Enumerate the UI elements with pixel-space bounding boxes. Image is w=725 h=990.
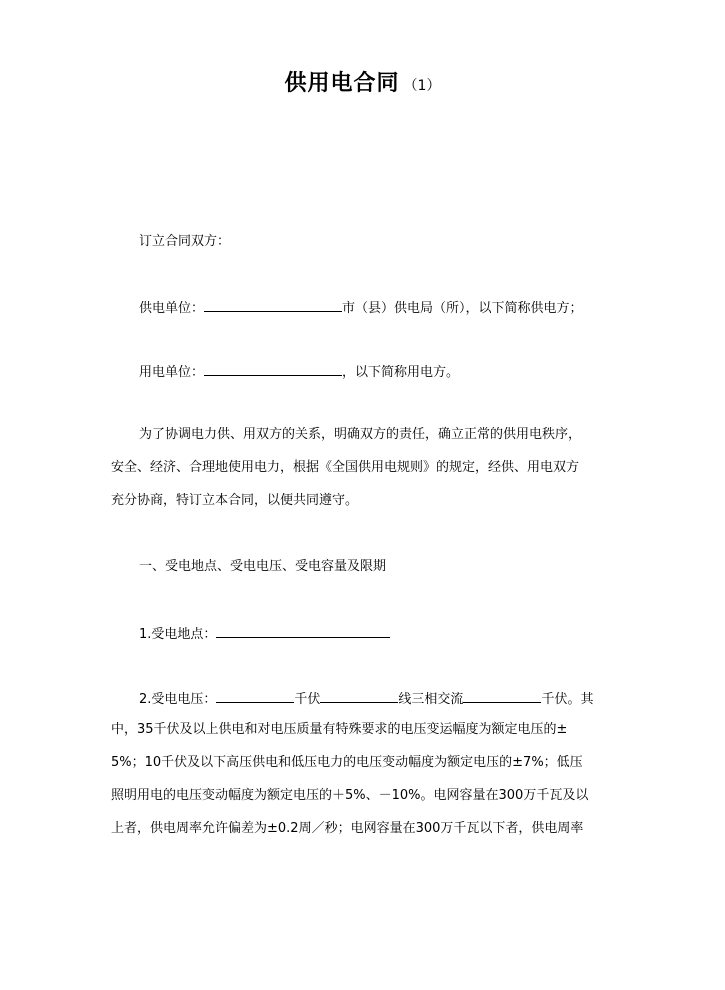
intro-line-1: 为了协调电力供、用双方的关系，明确双方的责任，确立正常的供用电秩序， — [139, 427, 582, 442]
voltage-blank-3[interactable] — [463, 689, 541, 703]
item-2-text-2: 5%；10千伏及以下高压供电和低压电力的电压变动幅度为额定电压的±7%；低压 — [111, 755, 583, 770]
item-1-line — [139, 624, 390, 643]
item-2-text-3: 照明用电的电压变动幅度为额定电压的＋5%、－10%。电网容量在300万千瓦及以 — [111, 788, 589, 803]
intro-line-3: 充分协商，特订立本合同，以便共同遵守。 — [111, 493, 359, 508]
supplier-suffix: 市（县）供电局（所），以下简称供电方； — [342, 301, 583, 316]
item-2-unit-3: 千伏。其 — [541, 692, 594, 707]
item-2-text-1: 中，35千伏及以上供电和对电压质量有特殊要求的电压变运幅度为额定电压的± — [111, 722, 568, 737]
intro-line-2: 安全、经济、合理地使用电力，根据《全国供用电规则》的规定，经供、用电双方 — [111, 460, 580, 475]
title-number: （1） — [403, 78, 441, 94]
consumer-label: 用电单位： — [139, 365, 205, 380]
section-1-heading: 一、受电地点、受电电压、受电容量及限期 — [139, 559, 387, 574]
supplier-name-blank[interactable] — [204, 298, 342, 312]
consumer-name-blank[interactable] — [204, 362, 342, 376]
title-main: 供用电合同 — [284, 71, 400, 96]
consumer-suffix: ，以下简称用电方。 — [342, 365, 460, 380]
item-2-unit-2: 线三相交流 — [398, 692, 464, 707]
voltage-blank-2[interactable] — [320, 689, 398, 703]
document-title — [0, 66, 725, 97]
supplier-label: 供电单位： — [139, 301, 205, 316]
location-blank[interactable] — [216, 624, 390, 638]
item-2-unit-1: 千伏 — [294, 692, 321, 707]
voltage-blank-1[interactable] — [216, 689, 294, 703]
item-2-line — [139, 689, 593, 708]
item-2-label: 2.受电电压： — [139, 692, 217, 707]
supplier-line — [139, 298, 583, 317]
consumer-line — [139, 362, 459, 381]
item-1-label: 1.受电地点： — [139, 627, 217, 642]
parties-heading: 订立合同双方： — [139, 234, 231, 249]
item-2-text-4: 上者，供电周率允许偏差为±0.2周／秒；电网容量在300万千瓦以下者，供电周率 — [111, 821, 584, 836]
